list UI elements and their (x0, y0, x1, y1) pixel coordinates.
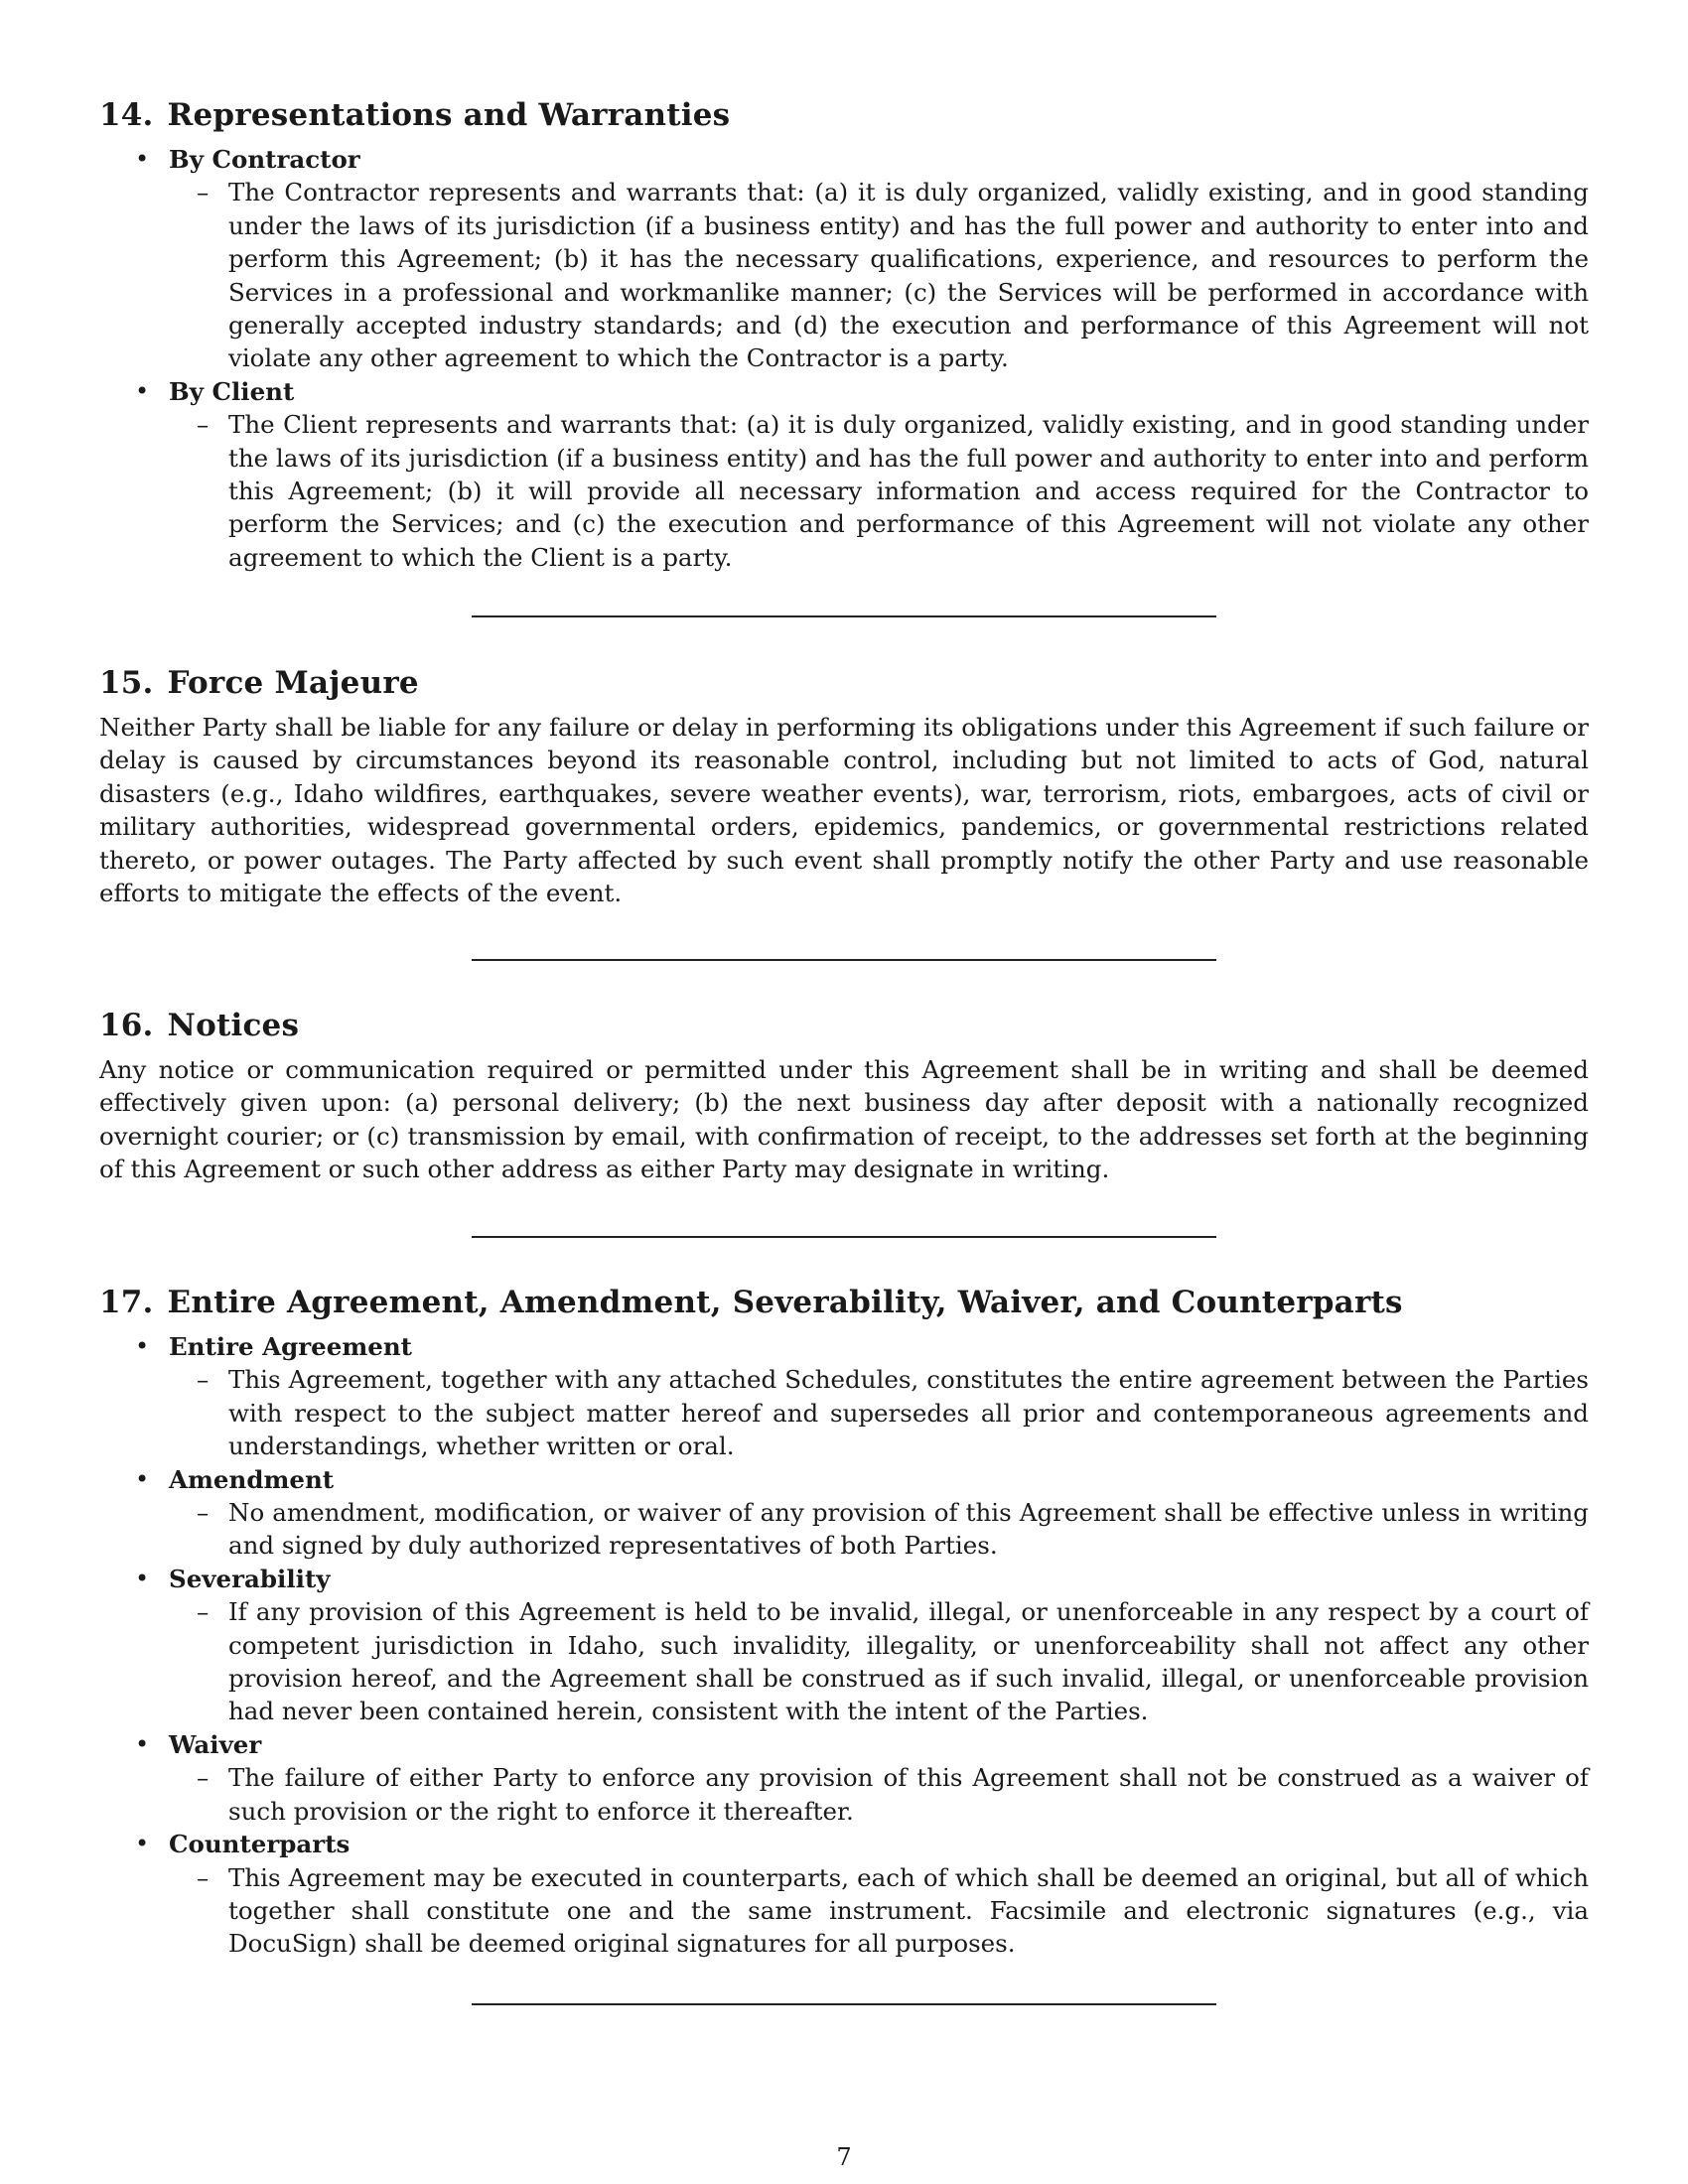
dash-icon: – (197, 1862, 210, 1892)
section-17-list (99, 1330, 1589, 1961)
sub-item (169, 1496, 1589, 1563)
section-14-list (99, 143, 1589, 574)
item-text: The Contractor represents and warrants that: (a) it is duly organized, validly existing, and in good standing under the laws of its jurisdiction (if a business entity) and has the full power and authority to enter into and perform this Agreement; (b) it has the necessary qualifications, experience, and resources to perform the Services in a professional and workmanlike manner; (c) the Services will be performed in accordance with generally accepted industry standards; and (d) the execution and performance of this Agreement will not violate any other agreement to which the Contractor is a party. (228, 178, 1589, 373)
bullet-icon: • (135, 1564, 150, 1592)
section-number: 16. (99, 1008, 154, 1043)
section-14-heading (99, 95, 1589, 135)
sub-item (169, 1363, 1589, 1462)
sub-item (169, 1861, 1589, 1961)
item-heading: Severability (169, 1564, 331, 1593)
section-title: Notices (167, 1008, 300, 1043)
section-title: Representations and Warranties (167, 97, 731, 133)
section-title: Force Majeure (167, 665, 419, 701)
list-item (99, 1728, 1589, 1828)
bullet-icon: • (135, 1332, 150, 1360)
horizontal-rule (472, 2003, 1216, 2005)
dash-icon: – (197, 1597, 210, 1627)
dash-icon: – (197, 1365, 210, 1395)
dash-icon: – (197, 1763, 210, 1793)
item-heading: Waiver (169, 1729, 262, 1759)
section-15-heading (99, 663, 1589, 703)
section-16 (99, 1006, 1589, 1186)
list-item (99, 1463, 1589, 1563)
horizontal-rule (472, 959, 1216, 961)
item-text: This Agreement may be executed in counterparts, each of which shall be deemed an original, but all of which together shall constitute one and the same instrument. Facsimile and electronic signatures (e.g., via DocuSign) shall be deemed original signatures for all purposes. (228, 1862, 1589, 1959)
section-16-heading (99, 1006, 1589, 1045)
item-heading: Counterparts (169, 1830, 351, 1859)
horizontal-rule (472, 615, 1216, 617)
list-item (99, 1330, 1589, 1463)
section-17-heading (99, 1283, 1589, 1322)
item-heading: Amendment (169, 1464, 335, 1494)
bullet-icon: • (135, 145, 150, 173)
list-item (99, 1563, 1589, 1728)
list-item (99, 375, 1589, 574)
dash-icon: – (197, 1498, 210, 1528)
list-item (99, 143, 1589, 375)
sub-item (169, 1761, 1589, 1828)
section-15-body: Neither Party shall be liable for any failure or delay in performing its obligations under this Agreement if such failure or delay is caused by circumstances beyond its reasonable control, including but not limited to acts of God, natural disasters (e.g., Idaho wildfires, earthquakes, severe weather events), war, terrorism, riots, embargoes, acts of civil or military authorities, widespread governmental orders, epidemics, pandemics, or governmental restrictions related thereto, or power outages. The Party affected by such event shall promptly notify the other Party and use reasonable efforts to mitigate the effects of the event. (99, 713, 1589, 908)
sub-item (169, 176, 1589, 374)
item-text: If any provision of this Agreement is held to be invalid, illegal, or unenforceable in any respect by a court of competent jurisdiction in Idaho, such invalidity, illegality, or unenforceability shall not affect any other provision hereof, and the Agreement shall be construed as if such invalid, illegal, or unenforceable provision had never been contained herein, consistent with the intent of the Parties. (228, 1597, 1589, 1726)
section-title: Entire Agreement, Amendment, Severability, Waiver, and Counterparts (167, 1285, 1403, 1320)
sub-item (169, 408, 1589, 574)
section-number: 14. (99, 97, 154, 133)
bullet-icon: • (135, 1464, 150, 1493)
section-number: 15. (99, 665, 154, 701)
item-text: This Agreement, together with any attached Schedules, constitutes the entire agreement between the Parties with respect to the subject matter hereof and supersedes all prior and contemporaneous agreements and understandings, whether written or oral. (228, 1365, 1589, 1461)
bullet-icon: • (135, 1830, 150, 1858)
horizontal-rule (472, 1236, 1216, 1238)
item-text: The Client represents and warrants that: (a) it is duly organized, validly existing, and in good standing under the laws of its jurisdiction (if a business entity) and has the full power and authority to enter into and perform this Agreement; (b) it will provide all necessary information and access required for the Contractor to perform the Services; and (c) the execution and performance of this Agreement will not violate any other agreement to which the Client is a party. (228, 410, 1589, 572)
item-text: The failure of either Party to enforce any provision of this Agreement shall not be construed as a waiver of such provision or the right to enforce it thereafter. (228, 1763, 1589, 1826)
section-number: 17. (99, 1285, 154, 1320)
bullet-icon: • (135, 376, 150, 405)
sub-item (169, 1595, 1589, 1728)
dash-icon: – (197, 178, 210, 207)
section-14 (99, 95, 1589, 574)
list-item (99, 1828, 1589, 1961)
section-15 (99, 663, 1589, 909)
bullet-icon: • (135, 1729, 150, 1758)
dash-icon: – (197, 410, 210, 440)
item-heading: By Contractor (169, 145, 360, 174)
item-text: No amendment, modification, or waiver of any provision of this Agreement shall be effective unless in writing and signed by duly authorized representatives of both Parties. (228, 1498, 1589, 1561)
item-heading: By Client (169, 376, 295, 406)
section-17 (99, 1283, 1589, 1961)
section-16-body: Any notice or communication required or permitted under this Agreement shall be in writing and shall be deemed effectively given upon: (a) personal delivery; (b) the next business day after deposit with a nationally recognized overnight courier; or (c) transmission by email, with confirmation of receipt, to the addresses set forth at the beginning of this Agreement or such other address as either Party may designate in writing. (99, 1055, 1589, 1184)
page-number: 7 (836, 2143, 852, 2171)
item-heading: Entire Agreement (169, 1332, 412, 1361)
